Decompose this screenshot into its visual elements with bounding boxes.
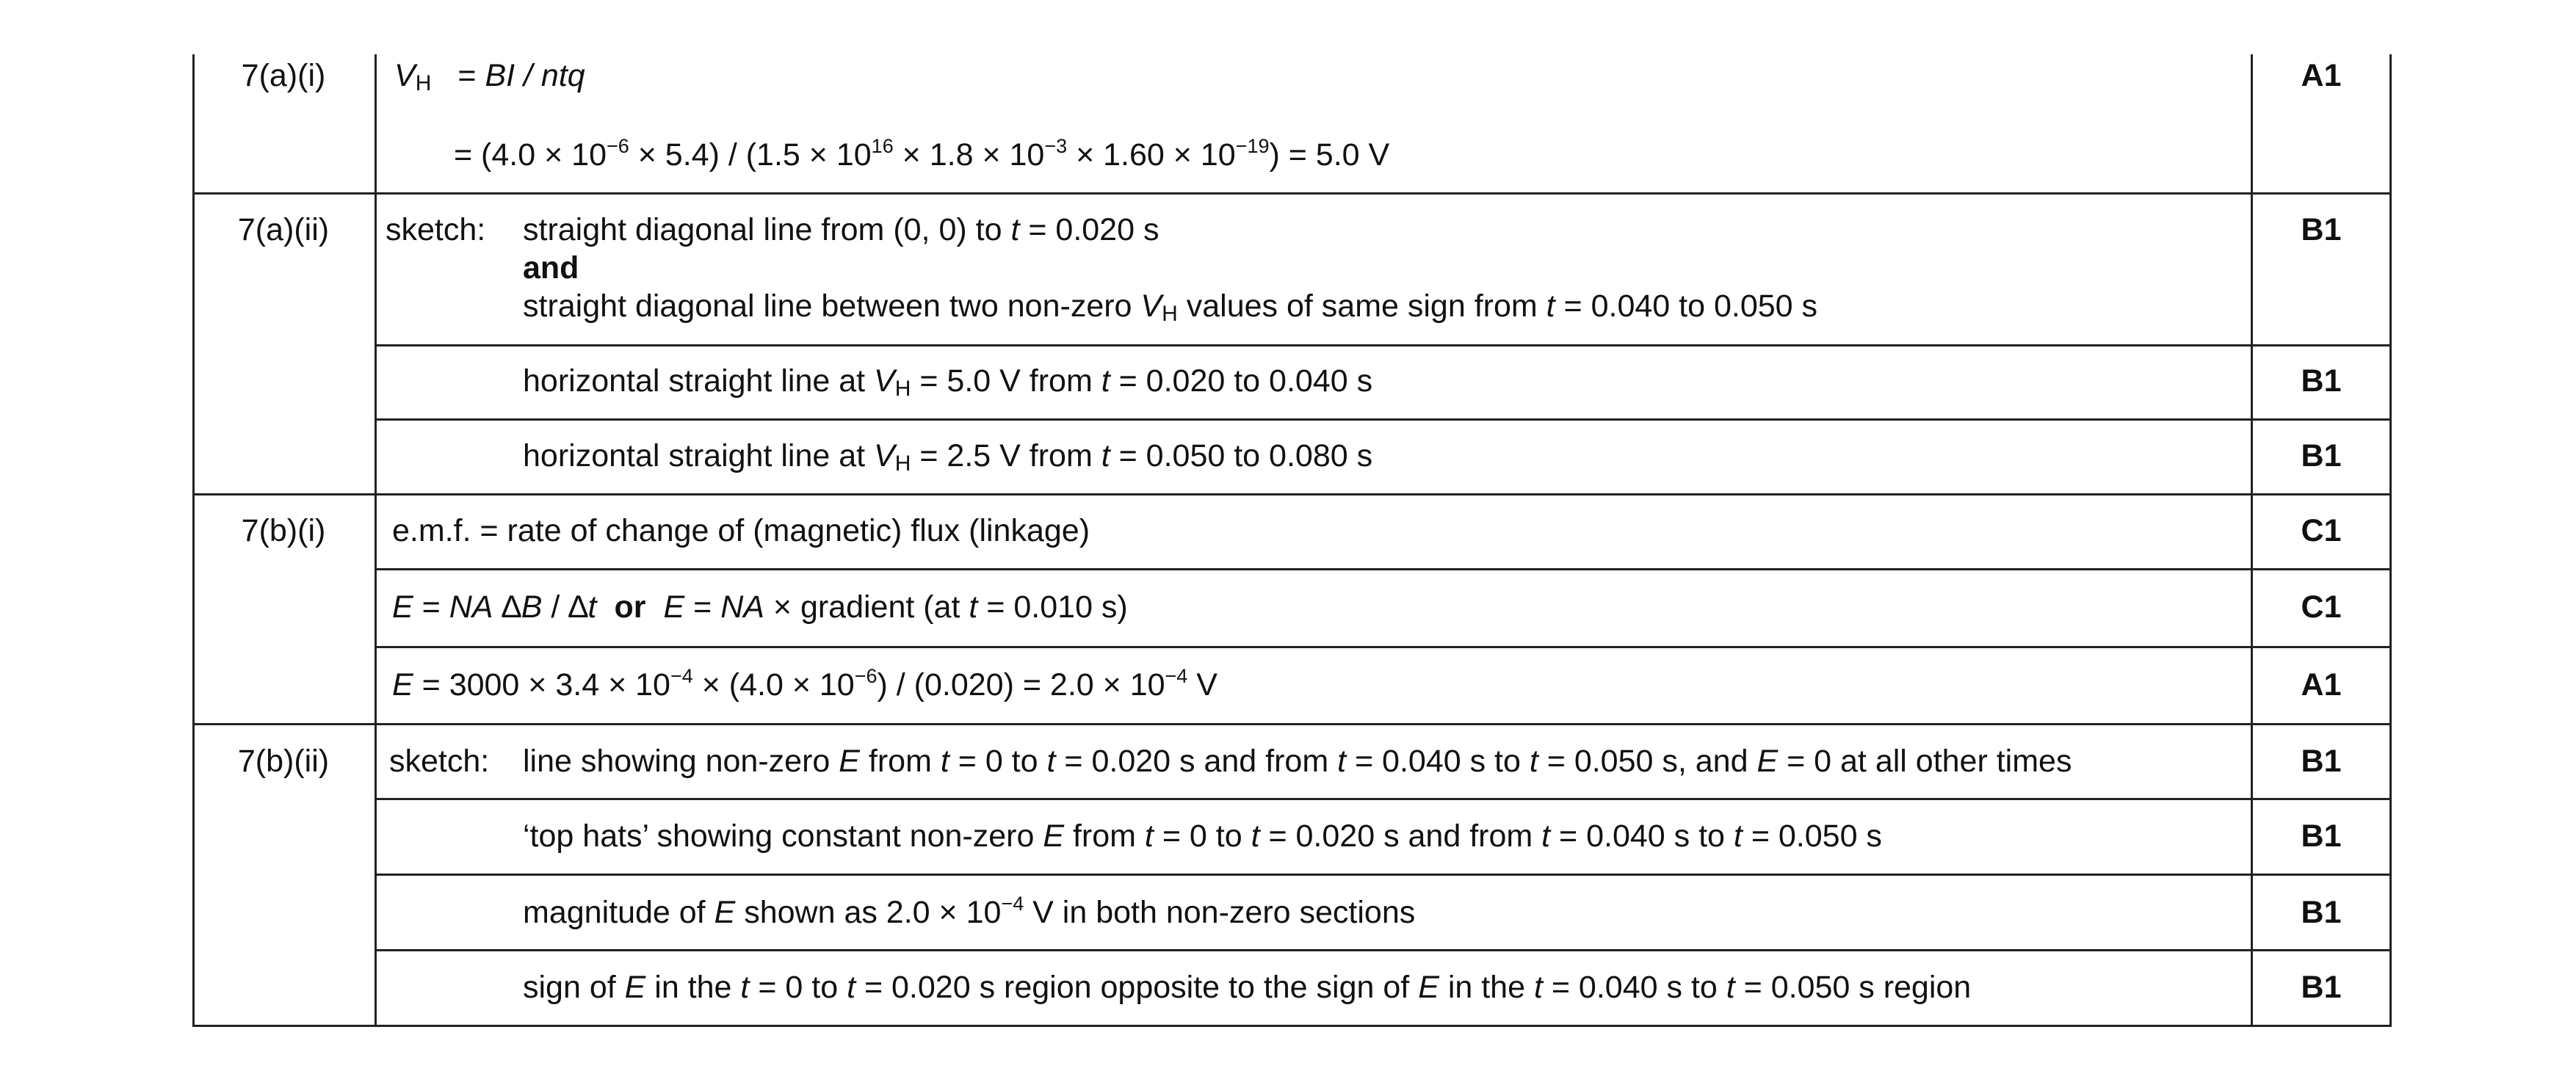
table-border-bottom — [192, 1025, 2392, 1027]
row-divider — [375, 418, 2392, 421]
row-divider — [192, 493, 2392, 495]
row-divider — [375, 568, 2392, 570]
mark-code: B1 — [2301, 438, 2342, 473]
mark-code: B1 — [2301, 818, 2342, 854]
and-connector: and — [523, 250, 579, 286]
answer-line: horizontal straight line at $V_H = 2.5$ V from t = 0.050 to 0.080 s — [523, 438, 1373, 476]
question-number: 7(b)(i) — [241, 513, 326, 548]
answer-line: ‘top hats’ showing constant non-zero E from t = 0 to t = 0.020 s and from t = 0.040 s to t = 0.050 s — [523, 818, 1882, 854]
answer-line: straight diagonal line from (0, 0) to t = 0.020 s — [523, 212, 1159, 247]
row-divider — [375, 344, 2392, 346]
answer-line: line showing non-zero E from t = 0 to t = 0.020 s and from t = 0.040 s to t = 0.050 s, and E = 0 at all other times — [523, 744, 2072, 779]
answer-line: sign of E in the t = 0 to t = 0.020 s region opposite to the sign of E in the t = 0.040 s to t = 0.050 s region — [523, 970, 1972, 1005]
row-divider — [375, 874, 2392, 876]
answer-line: straight diagonal line between two non-zero $V_H$ values of same sign from t = 0.040 to 0.050 s — [523, 288, 1818, 326]
question-number: 7(a)(i) — [241, 58, 326, 93]
mark-code: A1 — [2301, 58, 2342, 93]
sketch-label: sketch: — [386, 212, 486, 247]
mark-code: B1 — [2301, 744, 2342, 779]
answer-line: e.m.f. = rate of change of (magnetic) flux (linkage) — [392, 513, 1090, 548]
mark-code: B1 — [2301, 363, 2342, 399]
question-number: 7(b)(ii) — [237, 744, 330, 779]
mark-code: C1 — [2301, 589, 2342, 625]
answer-line: E = NA ∆B / ∆t or E = NA × gradient (at t = 0.010 s) — [392, 589, 1128, 625]
answer-line: magnitude of E shown as $2.0 \times 10^{-4}$ V in both non-zero sections — [523, 893, 1416, 930]
answer-line-formula: $V_H$ = BI / ntq — [394, 58, 585, 95]
answer-line-substitution: = $(4.0 \times 10^{-6} \times 5.4) / (1.5 \times 10^{16} \times 1.8 \times 10^{-3} \times 1.60 \times 10^{-19}) = 5.0$ V — [454, 135, 1390, 173]
question-number: 7(a)(ii) — [237, 212, 330, 247]
row-divider — [375, 798, 2392, 800]
sketch-label: sketch: — [389, 744, 490, 779]
answer-line: $E = 3000 \times 3.4 \times 10^{-4} \times (4.0 \times 10^{-6}) / (0.020) = 2.0 \times 10^{-4}$ V — [392, 665, 1218, 702]
mark-code: B1 — [2301, 970, 2342, 1005]
row-divider — [192, 192, 2392, 195]
mark-code: A1 — [2301, 667, 2342, 702]
mark-code: B1 — [2301, 212, 2342, 247]
answer-line: horizontal straight line at $V_H = 5.0$ V from t = 0.020 to 0.040 s — [523, 363, 1373, 401]
row-divider — [375, 646, 2392, 648]
row-divider — [375, 949, 2392, 951]
column-divider-question — [375, 54, 377, 1027]
mark-scheme-table — [192, 54, 2392, 1027]
mark-code: C1 — [2301, 513, 2342, 548]
mark-code: B1 — [2301, 895, 2342, 930]
row-divider — [192, 723, 2392, 725]
